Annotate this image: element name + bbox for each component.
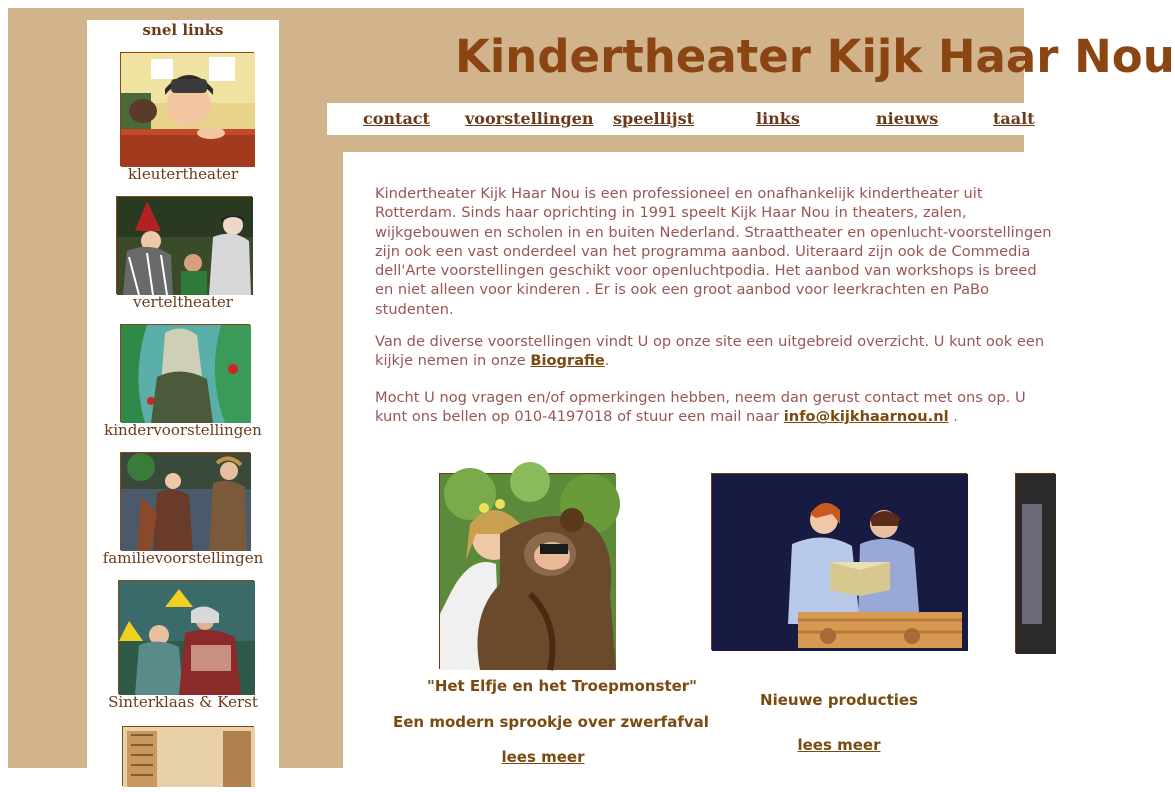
- main-navigation: [327, 103, 1047, 135]
- contact-paragraph: [375, 388, 1055, 427]
- sidebar-item-label[interactable]: kleutertheater: [127, 165, 239, 183]
- overview-paragraph: [375, 332, 1055, 371]
- quick-links-sidebar: [87, 20, 279, 780]
- email-link[interactable]: info@kijkhaarnou.nl: [783, 408, 949, 426]
- feature-photo-edge[interactable]: [1015, 473, 1055, 653]
- kleutertheater-thumbnail[interactable]: [120, 52, 254, 166]
- sidebar-item-more[interactable]: [87, 726, 279, 786]
- feature-subtitle: Een modern sprookje over zwerfafval: [393, 713, 709, 731]
- nav-link-links[interactable]: links: [756, 109, 800, 128]
- nav-link-voorstellingen[interactable]: voorstellingen: [465, 109, 594, 128]
- intro-paragraph: Kindertheater Kijk Haar Nou is een professioneel en onafhankelijk kindertheater uit Rotterdam. Sinds haar oprichting in 1991 speelt Kijk Haar Nou in theaters, zalen, wijkgebouwen en scholen in en buiten Nederland. Straattheater en openlucht-voorstellingen zijn ook een vast onderdeel van het programma aanbod. Uiteraard zijn ook de Commedia dell'Arte voorstellingen geschikt voor openluchtpodia. Het aanbod van workshops is breed en niet alleen voor kinderen . Er is ook een groot aanbod voor leerkrachten en PaBo studenten.: [375, 185, 1052, 318]
- nav-link-contact[interactable]: contact: [363, 109, 430, 128]
- nav-link-speellijst[interactable]: speellijst: [613, 109, 694, 128]
- main-content: [343, 152, 1052, 792]
- verteltheater-thumbnail[interactable]: [116, 196, 252, 294]
- sidebar-item-label[interactable]: Sinterklaas & Kerst: [108, 693, 258, 711]
- overview-end: .: [604, 352, 610, 370]
- kindervoorstellingen-thumbnail[interactable]: [120, 324, 250, 422]
- site-title: Kindertheater Kijk Haar Nou: [455, 30, 1175, 83]
- sidebar-item-familievoorstellingen[interactable]: [87, 452, 279, 582]
- sidebar-item-verteltheater[interactable]: [87, 196, 279, 326]
- nav-link-taalt[interactable]: taalt: [993, 109, 1035, 128]
- sidebar-item-kindervoorstellingen[interactable]: [87, 324, 279, 454]
- sidebar-item-label[interactable]: familievoorstellingen: [102, 549, 264, 567]
- sidebar-item-label[interactable]: verteltheater: [133, 293, 233, 311]
- overview-text: Van de diverse voorstellingen vindt U op onze site een uitgebreid overzicht. U kunt ook een kijkje nemen in onze: [375, 333, 1045, 370]
- familievoorstellingen-thumbnail[interactable]: [120, 452, 250, 550]
- sinterklaas-kerst-thumbnail[interactable]: [118, 580, 254, 694]
- nieuwe-producties-photo[interactable]: [711, 473, 967, 650]
- feature-read-more-link[interactable]: lees meer: [797, 736, 881, 754]
- elfje-troepmonster-photo[interactable]: [439, 473, 615, 669]
- feature-title: "Het Elfje en het Troepmonster": [427, 677, 697, 695]
- sidebar-item-sinterklaas-kerst[interactable]: [87, 580, 279, 720]
- page-frame: [8, 8, 1175, 768]
- contact-text: Mocht U nog vragen en/of opmerkingen hebben, neem dan gerust contact met ons op. U kunt ons bellen op 010-4197018 of stuur een mail naar: [375, 389, 1026, 426]
- sidebar-item-label[interactable]: kindervoorstellingen: [104, 421, 262, 439]
- biography-link[interactable]: Biografie: [530, 352, 605, 370]
- sidebar-item-thumbnail[interactable]: [122, 726, 254, 786]
- contact-end: .: [948, 408, 958, 426]
- quick-links-heading: snel links: [142, 21, 224, 39]
- feature-read-more-link[interactable]: lees meer: [501, 748, 585, 766]
- sidebar-item-kleutertheater[interactable]: [87, 52, 279, 182]
- feature-title: Nieuwe producties: [760, 691, 918, 709]
- nav-link-nieuws[interactable]: nieuws: [876, 109, 939, 128]
